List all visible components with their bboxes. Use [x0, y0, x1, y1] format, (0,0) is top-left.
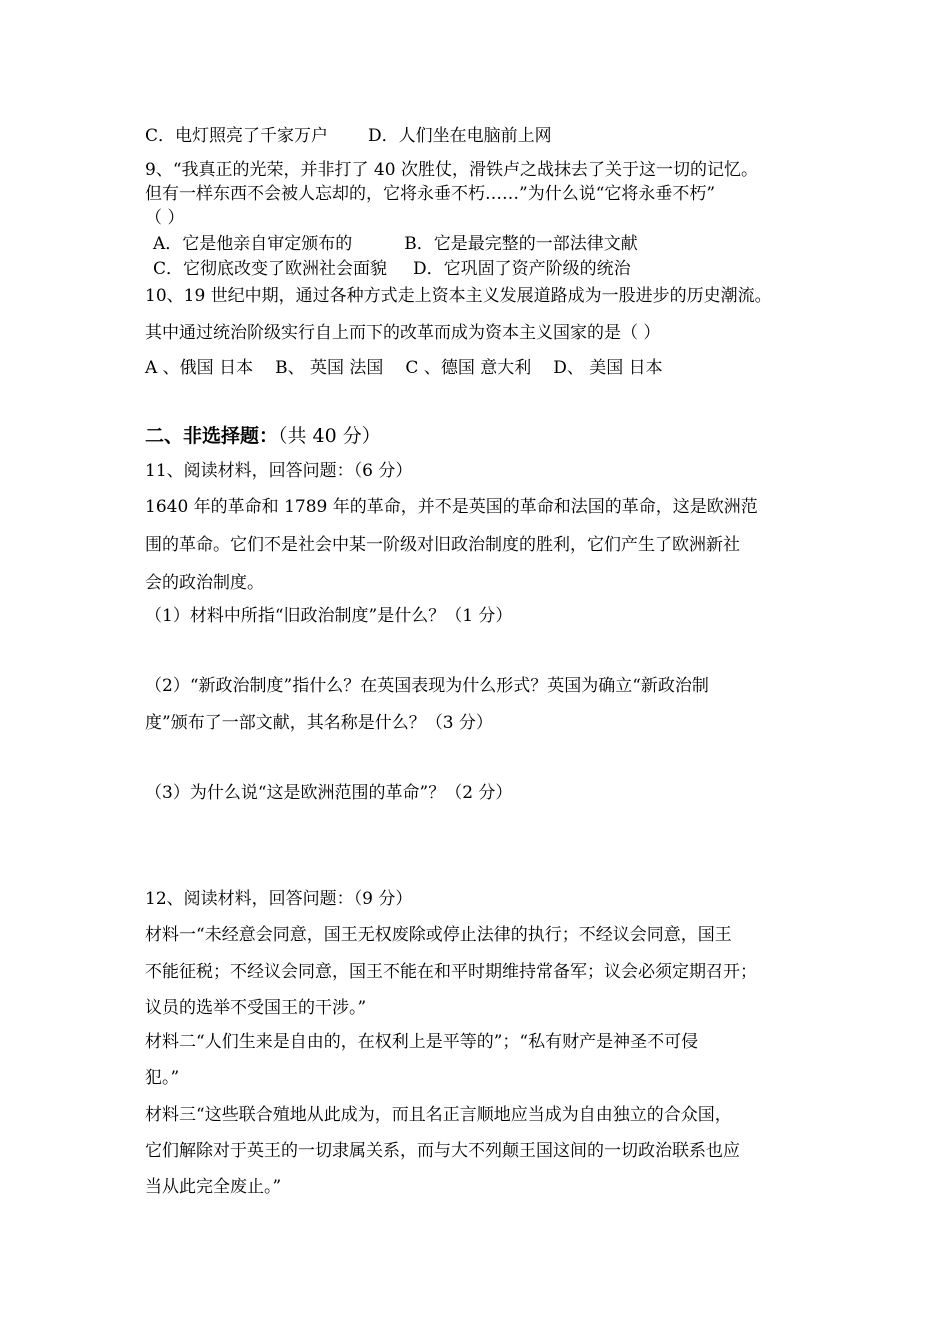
q12-material3-line1: 材料三“这些联合殖地从此成为，而且名正言顺地应当成为自由独立的合众国， — [145, 1105, 732, 1125]
q11-material-line2: 围的革命。它们不是社会中某一阶级对旧政治制度的胜利，它们产生了欧洲新社 — [145, 535, 740, 555]
q11-header: 11、阅读材料，回答问题：（6 分） — [145, 461, 413, 481]
q8-option-d: D．人们坐在电脑前上网 — [368, 126, 552, 146]
q10-option-d: D、 美国 日本 — [553, 358, 663, 378]
q11-material-line1: 1640 年的革命和 1789 年的革命，并不是英国的革命和法国的革命，这是欧洲范 — [145, 497, 758, 517]
q9-option-b: B．它是最完整的一部法律文献 — [404, 234, 638, 254]
q11-subquestion-2-line1: （2）“新政治制度”指什么？在英国表现为什么形式？英国为确立“新政治制 — [145, 676, 709, 696]
q9-options-ab — [153, 233, 638, 255]
q9-option-c: C．它彻底改变了欧洲社会面貌 — [153, 259, 388, 279]
q12-material1-line2: 不能征税；不经议会同意，国王不能在和平时期维持常备军；议会必须定期召开； — [145, 962, 757, 982]
q11-subquestion-3: （3）为什么说“这是欧洲范围的革命”？（2 分） — [145, 783, 513, 803]
q12-material1-line3: 议员的选举不受国王的干涉。” — [145, 998, 367, 1018]
q10-option-c: C 、德国 意大利 — [405, 358, 532, 378]
q11-subquestion-2-line2: 度”颁布了一部文献，其名称是什么？（3 分） — [145, 713, 493, 733]
q11-subquestion-1: （1）材料中所指“旧政治制度”是什么？（1 分） — [145, 606, 513, 626]
q8-options-cd — [145, 125, 552, 147]
q9-answer-blank: （ ） — [145, 208, 185, 228]
section2-heading — [145, 425, 381, 447]
q12-material2-line1: 材料二“人们生来是自由的，在权利上是平等的”；“私有财产是神圣不可侵 — [145, 1032, 699, 1052]
q10-stem-line2: 其中通过统治阶级实行自上而下的改革而成为资本主义国家的是（ ） — [145, 323, 661, 343]
q10-options — [145, 357, 663, 379]
q10-stem-line1: 10、19 世纪中期，通过各种方式走上资本主义发展道路成为一股进步的历史潮流。 — [145, 286, 772, 306]
q12-material1-line1: 材料一“未经意会同意，国王无权废除或停止法律的执行；不经议会同意，国王 — [145, 925, 732, 945]
section2-score: （共 40 分） — [278, 425, 381, 447]
q10-option-b: B、 英国 法国 — [275, 358, 384, 378]
q12-header: 12、阅读材料，回答问题：（9 分） — [145, 889, 413, 909]
q8-option-c: C．电灯照亮了千家万户 — [145, 126, 329, 146]
q9-option-a: A．它是他亲自审定颁布的 — [153, 234, 353, 254]
q9-option-d: D．它巩固了资产阶级的统治 — [413, 259, 631, 279]
q10-option-a: A 、俄国 日本 — [145, 358, 254, 378]
section2-title: 二、非选择题： — [145, 425, 279, 447]
q9-stem-line2: 但有一样东西不会被人忘却的，它将永垂不朽……”为什么说“它将永垂不朽” — [145, 184, 716, 204]
q11-material-line3: 会的政治制度。 — [145, 573, 264, 593]
q12-material3-line3: 当从此完全废止。” — [145, 1177, 282, 1197]
q12-material2-line2: 犯。” — [145, 1068, 180, 1088]
q12-material3-line2: 它们解除对于英王的一切隶属关系，而与大不列颠王国这间的一切政治联系也应 — [145, 1141, 740, 1161]
q9-stem-line1: 9、“我真正的光荣，并非打了 40 次胜仗，滑铁卢之战抹去了关于这一切的记忆。 — [145, 160, 758, 180]
q9-options-cd — [153, 258, 631, 280]
